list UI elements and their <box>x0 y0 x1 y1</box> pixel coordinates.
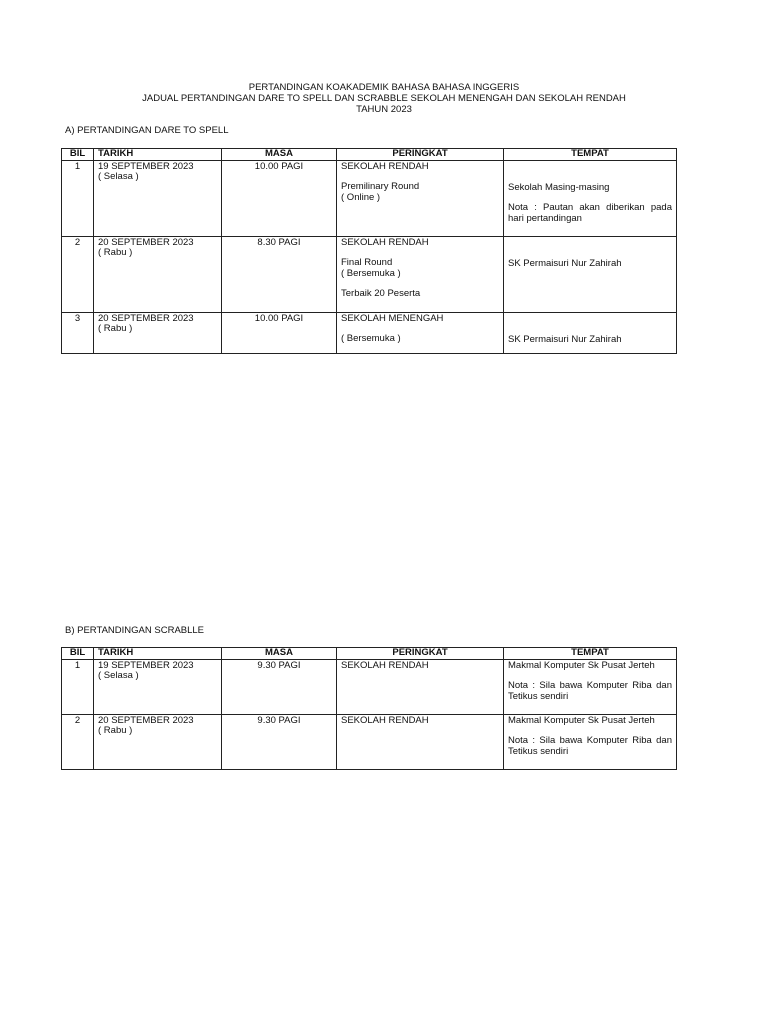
cell-masa: 10.00 PAGI <box>222 312 337 353</box>
hari-text: ( Rabu ) <box>98 725 133 736</box>
peringkat-text: SEKOLAH MENENGAH <box>341 312 444 324</box>
peringkat-detail: ( Online ) <box>341 191 381 203</box>
header-line-1: PERTANDINGAN KOAKADEMIK BAHASA BAHASA INGGERIS <box>248 82 520 93</box>
peringkat-detail: Final Round <box>341 257 393 268</box>
peringkat-detail: ( Bersemuka ) <box>341 267 401 279</box>
peringkat-text: SEKOLAH RENDAH <box>341 160 429 172</box>
section-b-title: B) PERTANDINGAN SCRABLLE <box>65 625 205 636</box>
dare-to-spell-table <box>61 148 677 354</box>
nota-text: Nota : Sila bawa Komputer Riba dan Tetikus sendiri <box>508 680 672 702</box>
col-header-masa: MASA <box>222 149 337 161</box>
nota-text: Nota : Sila bawa Komputer Riba dan Tetikus sendiri <box>508 735 672 757</box>
table-row <box>62 236 677 312</box>
peringkat-detail: Terbaik 20 Peserta <box>341 288 421 299</box>
cell-tempat <box>504 659 677 714</box>
hari-text: ( Rabu ) <box>98 323 133 334</box>
col-header-peringkat: PERINGKAT <box>337 149 504 161</box>
cell-tarikh <box>94 659 222 714</box>
col-header-tarikh: TARIKH <box>94 648 222 660</box>
cell-masa: 10.00 PAGI <box>222 160 337 236</box>
table-header-row <box>62 648 677 660</box>
table-row <box>62 659 677 714</box>
cell-tempat <box>504 236 677 312</box>
tempat-text: SK Permaisuri Nur Zahirah <box>508 333 622 345</box>
cell-tarikh <box>94 160 222 236</box>
cell-tempat <box>504 714 677 769</box>
tarikh-text: 19 SEPTEMBER 2023 <box>98 160 194 172</box>
cell-masa: 9.30 PAGI <box>222 659 337 714</box>
tarikh-text: 20 SEPTEMBER 2023 <box>98 714 194 726</box>
hari-text: ( Selasa ) <box>98 171 139 182</box>
tempat-text: SK Permaisuri Nur Zahirah <box>508 257 622 269</box>
cell-peringkat <box>337 160 504 236</box>
nota-text: Nota : Pautan akan diberikan pada hari pertandingan <box>508 202 672 224</box>
tarikh-text: 20 SEPTEMBER 2023 <box>98 236 194 248</box>
cell-tempat <box>504 312 677 353</box>
col-header-peringkat: PERINGKAT <box>337 648 504 660</box>
cell-tarikh <box>94 312 222 353</box>
tarikh-text: 19 SEPTEMBER 2023 <box>98 659 194 671</box>
cell-bil: 2 <box>62 236 94 312</box>
cell-tempat <box>504 160 677 236</box>
tempat-text: Makmal Komputer Sk Pusat Jerteh <box>508 714 655 726</box>
cell-bil: 1 <box>62 160 94 236</box>
hari-text: ( Selasa ) <box>98 670 139 681</box>
cell-bil: 1 <box>62 659 94 714</box>
cell-tarikh <box>94 236 222 312</box>
cell-peringkat <box>337 312 504 353</box>
table-row <box>62 312 677 353</box>
tempat-text: Sekolah Masing-masing <box>508 181 610 193</box>
header-line-2: JADUAL PERTANDINGAN DARE TO SPELL DAN SCRABBLE SEKOLAH MENENGAH DAN SEKOLAH RENDAH <box>142 93 626 104</box>
cell-masa: 8.30 PAGI <box>222 236 337 312</box>
col-header-tempat: TEMPAT <box>504 149 677 161</box>
cell-peringkat: SEKOLAH RENDAH <box>337 659 504 714</box>
tarikh-text: 20 SEPTEMBER 2023 <box>98 312 194 324</box>
col-header-tarikh: TARIKH <box>94 149 222 161</box>
table-row <box>62 714 677 769</box>
table-header-row <box>62 149 677 161</box>
col-header-masa: MASA <box>222 648 337 660</box>
hari-text: ( Rabu ) <box>98 247 133 258</box>
cell-tarikh <box>94 714 222 769</box>
table-row <box>62 160 677 236</box>
cell-bil: 2 <box>62 714 94 769</box>
cell-peringkat <box>337 236 504 312</box>
cell-masa: 9.30 PAGI <box>222 714 337 769</box>
cell-peringkat: SEKOLAH RENDAH <box>337 714 504 769</box>
col-header-tempat: TEMPAT <box>504 648 677 660</box>
document-header <box>0 82 768 115</box>
section-a-title: A) PERTANDINGAN DARE TO SPELL <box>65 125 229 136</box>
scrabble-table <box>61 647 677 770</box>
col-header-bil: BIL <box>62 648 94 660</box>
header-line-3: TAHUN 2023 <box>356 104 412 115</box>
peringkat-detail: ( Bersemuka ) <box>341 333 401 344</box>
peringkat-text: SEKOLAH RENDAH <box>341 236 429 248</box>
peringkat-detail: Premilinary Round <box>341 181 420 192</box>
tempat-text: Makmal Komputer Sk Pusat Jerteh <box>508 659 655 671</box>
cell-bil: 3 <box>62 312 94 353</box>
col-header-bil: BIL <box>62 149 94 161</box>
